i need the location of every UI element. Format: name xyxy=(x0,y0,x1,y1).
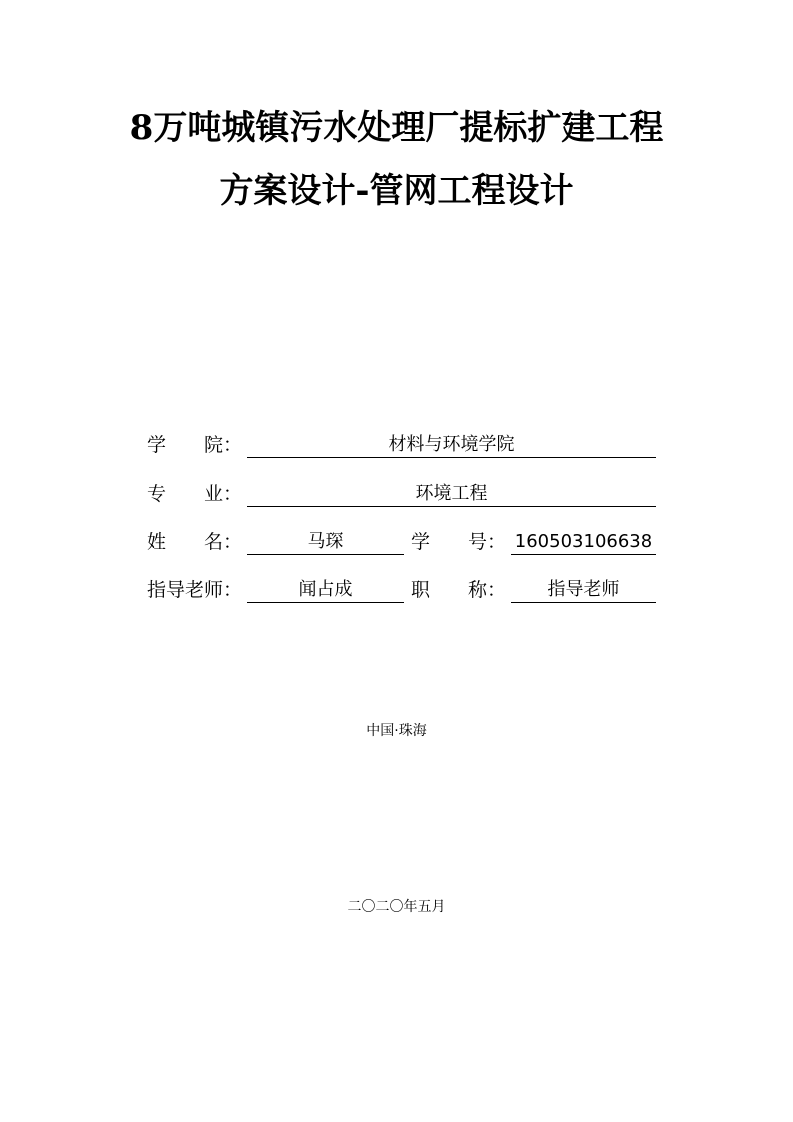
name-label: 姓 名： xyxy=(147,531,243,553)
advisor-value: 闻占成 xyxy=(247,579,404,603)
professional-title-value: 指导老师 xyxy=(511,579,656,603)
professional-title-label: 职 称： xyxy=(411,579,507,601)
college-value: 材料与环境学院 xyxy=(247,434,656,458)
major-value: 环境工程 xyxy=(247,483,656,507)
student-id-value: 160503106638 xyxy=(511,531,656,555)
college-label: 学 院： xyxy=(147,434,243,456)
name-value: 马琛 xyxy=(247,531,404,555)
location-text: 中国·珠海 xyxy=(366,723,427,739)
thesis-title-line-2: 方案设计-管网工程设计 xyxy=(219,171,574,211)
date-text: 二〇二〇年五月 xyxy=(347,899,446,915)
advisor-label: 指导老师： xyxy=(147,579,243,601)
thesis-title-line-1: 8万吨城镇污水处理厂提标扩建工程 xyxy=(129,108,664,148)
major-label: 专 业： xyxy=(147,483,243,505)
student-id-label: 学 号： xyxy=(411,531,507,553)
